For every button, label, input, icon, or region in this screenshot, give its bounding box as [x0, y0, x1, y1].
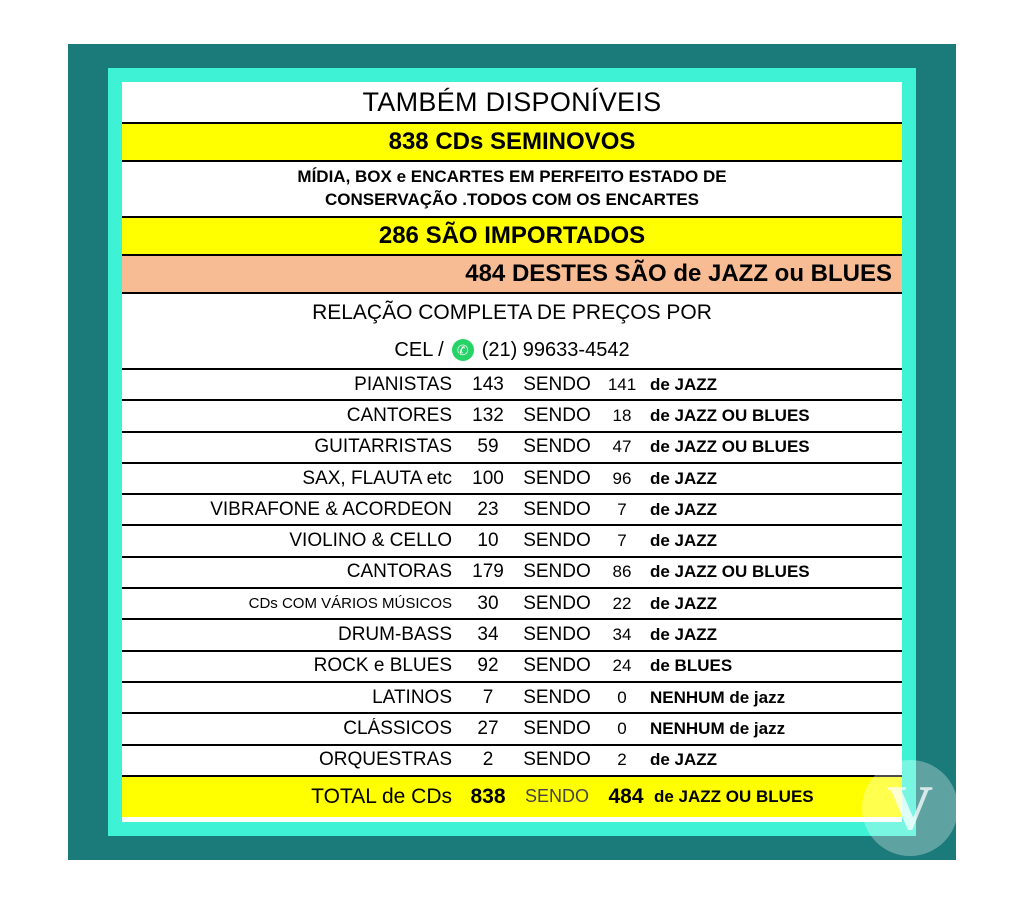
- row-subcount: 47: [612, 437, 632, 457]
- row-category: LATINOS: [372, 686, 452, 708]
- row-sendo: SENDO: [523, 686, 591, 708]
- row-note: de BLUES: [650, 656, 733, 676]
- table-row: [122, 401, 902, 432]
- total-label: TOTAL de CDs: [311, 784, 452, 808]
- table-row: [122, 464, 902, 495]
- headline-band: [122, 124, 902, 162]
- row-quantity: 132: [472, 404, 504, 426]
- table-row: [122, 683, 902, 714]
- row-quantity: 10: [477, 530, 499, 552]
- table-row: [122, 620, 902, 651]
- row-category: ROCK e BLUES: [313, 655, 452, 677]
- row-sendo: SENDO: [523, 404, 591, 426]
- contact-row: [122, 332, 902, 370]
- row-quantity: 30: [477, 592, 499, 614]
- row-note: de JAZZ OU BLUES: [650, 405, 810, 425]
- row-note: NENHUM de jazz: [650, 718, 786, 738]
- row-quantity: 34: [477, 624, 499, 646]
- jazz-blues-label: DESTES SÃO de JAZZ ou BLUES: [511, 260, 892, 287]
- table-row: [122, 558, 902, 589]
- table-row: [122, 652, 902, 683]
- table-row: [122, 526, 902, 557]
- flyer-card: [122, 82, 902, 822]
- row-sendo: SENDO: [523, 717, 591, 739]
- table-row: [122, 589, 902, 620]
- row-quantity: 100: [472, 467, 504, 489]
- row-category: VIBRAFONE & ACORDEON: [210, 498, 452, 520]
- table-row: [122, 746, 902, 777]
- row-note: de JAZZ OU BLUES: [650, 562, 810, 582]
- row-category: PIANISTAS: [354, 373, 452, 395]
- row-quantity: 59: [477, 436, 499, 458]
- row-sendo: SENDO: [523, 373, 591, 395]
- site-watermark: V: [862, 760, 958, 856]
- row-note: de JAZZ: [650, 625, 718, 645]
- row-note: de JAZZ: [650, 531, 718, 551]
- imported-count: 286: [378, 222, 419, 249]
- row-sendo: SENDO: [523, 561, 591, 583]
- row-sendo: SENDO: [523, 436, 591, 458]
- row-sendo: SENDO: [523, 498, 591, 520]
- row-subcount: 86: [612, 562, 632, 582]
- row-subcount: 0: [617, 718, 627, 738]
- flyer-title-text: TAMBÉM DISPONÍVEIS: [362, 86, 662, 117]
- total-note: de JAZZ OU BLUES: [654, 786, 814, 806]
- imported-label: SÃO IMPORTADOS: [425, 222, 646, 249]
- row-note: de JAZZ OU BLUES: [650, 437, 810, 457]
- row-sendo: SENDO: [523, 467, 591, 489]
- row-sendo: SENDO: [523, 749, 591, 771]
- row-quantity: 23: [477, 498, 499, 520]
- row-subcount: 0: [617, 687, 627, 707]
- row-sendo: SENDO: [523, 592, 591, 614]
- table-row: [122, 433, 902, 464]
- row-category: GUITARRISTAS: [314, 436, 452, 458]
- row-category: CDs COM VÁRIOS MÚSICOS: [248, 595, 452, 613]
- row-quantity: 143: [472, 373, 504, 395]
- total-subcount: 484: [608, 784, 644, 808]
- row-note: de JAZZ: [650, 750, 718, 770]
- total-row: [122, 777, 902, 817]
- row-subcount: 96: [612, 468, 632, 488]
- row-category: DRUM-BASS: [337, 624, 452, 646]
- condition-description: [122, 162, 902, 218]
- jazz-blues-count: 484: [465, 260, 506, 287]
- row-sendo: SENDO: [523, 624, 591, 646]
- row-quantity: 7: [482, 686, 494, 708]
- row-quantity: 179: [472, 561, 504, 583]
- row-note: de JAZZ: [650, 374, 718, 394]
- row-quantity: 2: [482, 749, 494, 771]
- flyer-title: [122, 82, 902, 124]
- row-sendo: SENDO: [523, 655, 591, 677]
- row-category: CANTORES: [346, 404, 452, 426]
- price-info-text: RELAÇÃO COMPLETA DE PREÇOS POR: [312, 301, 712, 324]
- table-row: [122, 370, 902, 401]
- total-sendo: SENDO: [524, 786, 589, 807]
- jazz-blues-band: [122, 256, 902, 294]
- condition-line-2: CONSERVAÇÃO .TODOS COM OS ENCARTES: [324, 190, 700, 209]
- row-subcount: 2: [617, 750, 627, 770]
- total-quantity: 838: [470, 784, 506, 808]
- condition-line-1: MÍDIA, BOX e ENCARTES EM PERFEITO ESTADO DE: [297, 167, 727, 187]
- row-subcount: 34: [612, 625, 632, 645]
- row-subcount: 7: [617, 531, 627, 551]
- imported-band: [122, 218, 902, 256]
- whatsapp-icon: ✆: [452, 339, 474, 361]
- row-category: SAX, FLAUTA etc: [302, 467, 452, 489]
- row-category: ORQUESTRAS: [318, 749, 452, 771]
- row-quantity: 27: [477, 717, 499, 739]
- row-note: de JAZZ: [650, 499, 718, 519]
- row-subcount: 22: [612, 593, 632, 613]
- row-category: VIOLINO & CELLO: [289, 530, 452, 552]
- row-sendo: SENDO: [523, 530, 591, 552]
- row-subcount: 24: [612, 656, 632, 676]
- row-note: de JAZZ: [650, 468, 718, 488]
- row-category: CANTORAS: [346, 561, 452, 583]
- row-note: de JAZZ: [650, 593, 718, 613]
- table-row: [122, 714, 902, 745]
- contact-label: CEL /: [394, 338, 444, 361]
- row-subcount: 141: [607, 374, 637, 394]
- row-category: CLÁSSICOS: [343, 717, 452, 739]
- price-info: [122, 294, 902, 332]
- row-subcount: 7: [617, 499, 627, 519]
- headline-count: 838: [388, 128, 429, 155]
- row-subcount: 18: [612, 405, 632, 425]
- table-row: [122, 495, 902, 526]
- headline-label: CDs SEMINOVOS: [435, 128, 636, 155]
- contact-number: (21) 99633-4542: [481, 338, 630, 361]
- row-quantity: 92: [477, 655, 499, 677]
- row-note: NENHUM de jazz: [650, 687, 786, 707]
